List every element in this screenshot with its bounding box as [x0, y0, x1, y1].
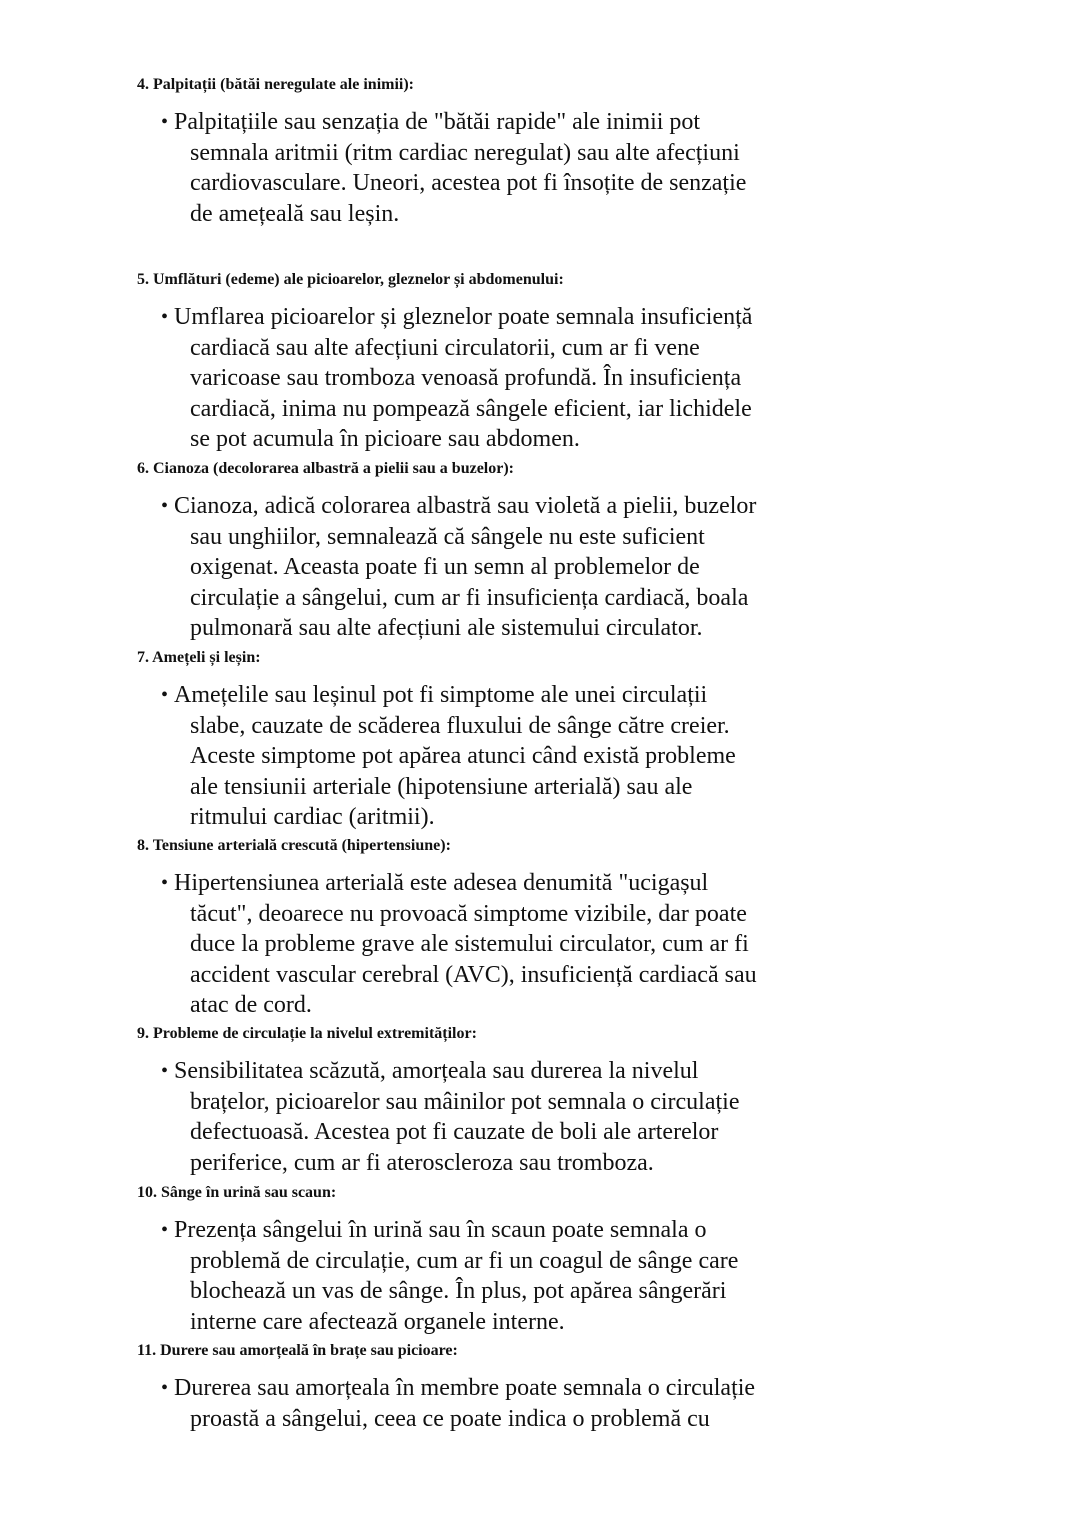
bullet-text-line: Prezența sângelui în urină sau în scaun poate semnala o — [174, 1217, 707, 1243]
bullet-item — [137, 491, 1037, 644]
bullet-text-line: blochează un vas de sânge. În plus, pot apărea sângerări — [190, 1278, 727, 1304]
section-heading: 7. Amețeli și leșin: — [137, 649, 261, 666]
bullet-item — [137, 107, 1037, 229]
bullet-text-line: sau unghiilor, semnalează că sângele nu este suficient — [190, 523, 705, 550]
symptom-section — [137, 648, 1037, 833]
bullet-text-line: Palpitațiile sau senzația de "bătăi rapide" ale inimii pot — [174, 109, 701, 135]
section-heading: 9. Probleme de circulație la nivelul extremităților: — [137, 1025, 477, 1042]
bullet-item — [137, 1056, 1037, 1178]
bullet-text-line: defectuoasă. Acestea pot fi cauzate de boli ale arterelor — [190, 1119, 719, 1145]
section-heading: 8. Tensiune arterială crescută (hipertensiune): — [137, 837, 451, 854]
section-heading: 10. Sânge în urină sau scaun: — [137, 1184, 337, 1201]
section-heading: 6. Cianoza (decolorarea albastră a pielii sau a buzelor): — [137, 460, 514, 477]
bullet-text-line: duce la probleme grave ale sistemului circulator, cum ar fi — [190, 931, 749, 957]
bullet-item — [137, 680, 1037, 833]
symptom-section — [137, 459, 1037, 644]
bullet-item — [137, 302, 1037, 455]
bullet-text-line: semnala aritmii (ritm cardiac neregulat) sau alte afecțiuni — [190, 139, 740, 166]
section-heading: 5. Umflături (edeme) ale picioarelor, gleznelor și abdomenului: — [137, 271, 564, 288]
bullet-icon: • — [161, 1060, 169, 1082]
symptom-section — [137, 836, 1037, 1021]
bullet-text-line: atac de cord. — [190, 992, 312, 1018]
bullet-text-line: ritmului cardiac (aritmii). — [190, 804, 435, 830]
bullet-text-line: ale tensiunii arteriale (hipotensiune arterială) sau ale — [190, 773, 693, 800]
bullet-text-line: Hipertensiunea arterială este adesea denumită "ucigașul — [174, 870, 709, 896]
bullet-icon: • — [161, 872, 169, 894]
symptom-section — [137, 75, 1037, 229]
bullet-text-line: periferice, cum ar fi ateroscleroza sau tromboza. — [190, 1149, 654, 1176]
bullet-text-line: cardiacă sau alte afecțiuni circulatorii, cum ar fi vene — [190, 334, 700, 361]
bullet-icon: • — [161, 111, 169, 133]
bullet-text-line: Sensibilitatea scăzută, amorțeala sau durerea la nivelul — [174, 1058, 699, 1084]
bullet-icon: • — [161, 1219, 169, 1241]
symptom-section — [137, 1341, 1037, 1434]
bullet-icon: • — [161, 495, 169, 517]
bullet-text-line: proastă a sângelui, ceea ce poate indica o problemă cu — [190, 1405, 710, 1432]
bullet-text-line: Durerea sau amorțeala în membre poate semnala o circulație — [174, 1375, 756, 1401]
section-heading: 11. Durere sau amorțeală în brațe sau picioare: — [137, 1342, 458, 1359]
bullet-text-line: Aceste simptome pot apărea atunci când există probleme — [190, 743, 736, 769]
bullet-text-line: varicoase sau tromboza venoasă profundă. În insuficiența — [190, 365, 742, 391]
bullet-text-line: Cianoza, adică colorarea albastră sau violetă a pielii, buzelor — [174, 493, 757, 519]
bullet-item — [137, 1215, 1037, 1337]
bullet-text-line: cardiovasculare. Uneori, acestea pot fi însoțite de senzație — [190, 170, 747, 196]
bullet-text-line: oxigenat. Aceasta poate fi un semn al problemelor de — [190, 554, 700, 580]
bullet-text-line: pulmonară sau alte afecțiuni ale sistemului circulator. — [190, 615, 703, 641]
bullet-text-line: de amețeală sau leșin. — [190, 200, 400, 227]
symptom-section — [137, 1024, 1037, 1178]
bullet-text-line: cardiacă, inima nu pompează sângele eficient, iar lichidele — [190, 395, 752, 422]
bullet-icon: • — [161, 684, 169, 706]
bullet-text-line: accident vascular cerebral (AVC), insuficiență cardiacă sau — [190, 961, 757, 988]
bullet-icon: • — [161, 306, 169, 328]
section-heading: 4. Palpitații (bătăi neregulate ale inimii): — [137, 76, 415, 93]
bullet-icon: • — [161, 1377, 169, 1399]
bullet-text-line: tăcut", deoarece nu provoacă simptome vizibile, dar poate — [190, 900, 747, 927]
bullet-text-line: se pot acumula în picioare sau abdomen. — [190, 426, 580, 452]
bullet-item — [137, 1373, 1037, 1434]
bullet-text-line: circulație a sângelui, cum ar fi insuficiența cardiacă, boala — [190, 584, 749, 611]
bullet-text-line: interne care afectează organele interne. — [190, 1308, 565, 1335]
bullet-text-line: Umflarea picioarelor și gleznelor poate semnala insuficiență — [174, 304, 753, 330]
bullet-text-line: Amețelile sau leșinul pot fi simptome ale unei circulații — [174, 682, 708, 708]
bullet-item — [137, 868, 1037, 1021]
bullet-text-line: brațelor, picioarelor sau mâinilor pot semnala o circulație — [190, 1088, 740, 1115]
symptom-section — [137, 1183, 1037, 1337]
symptom-section — [137, 270, 1037, 455]
bullet-text-line: problemă de circulație, cum ar fi un coagul de sânge care — [190, 1247, 739, 1274]
bullet-text-line: slabe, cauzate de scăderea fluxului de sânge către creier. — [190, 712, 730, 739]
